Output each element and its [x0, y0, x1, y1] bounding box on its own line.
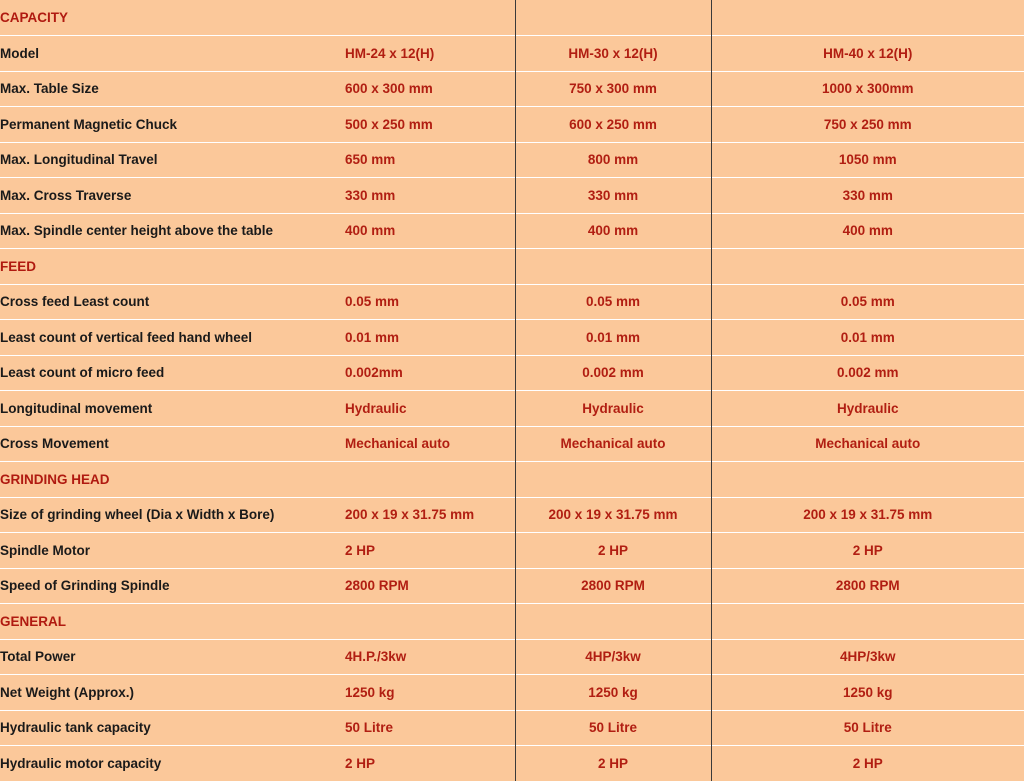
row-label: Hydraulic tank capacity	[0, 710, 345, 746]
spec-row	[0, 71, 1024, 107]
spec-value: 4HP/3kw	[515, 639, 711, 675]
spec-value: 2 HP	[711, 746, 1024, 781]
spec-value: 1050 mm	[711, 142, 1024, 178]
row-label: Cross Movement	[0, 426, 345, 462]
section-header-capacity	[0, 0, 1024, 36]
section-header-general	[0, 604, 1024, 640]
row-label: Total Power	[0, 639, 345, 675]
spec-value: 400 mm	[711, 213, 1024, 249]
spec-value: 0.002mm	[345, 355, 515, 391]
spec-value: 800 mm	[515, 142, 711, 178]
spec-value: 0.01 mm	[515, 320, 711, 356]
spec-row	[0, 639, 1024, 675]
spec-value: Mechanical auto	[345, 426, 515, 462]
spec-value: 2 HP	[515, 533, 711, 569]
spec-row	[0, 497, 1024, 533]
spec-value: 1250 kg	[345, 675, 515, 711]
spec-value: 600 x 300 mm	[345, 71, 515, 107]
spec-row	[0, 391, 1024, 427]
row-label: Max. Spindle center height above the table	[0, 213, 345, 249]
spec-value: 400 mm	[345, 213, 515, 249]
spec-value: 330 mm	[515, 178, 711, 214]
row-label: Cross feed Least count	[0, 284, 345, 320]
spec-row	[0, 213, 1024, 249]
model-name: HM-24 x 12(H)	[345, 36, 515, 72]
spec-value: 0.01 mm	[345, 320, 515, 356]
spec-value: 50 Litre	[711, 710, 1024, 746]
spec-value: 1250 kg	[515, 675, 711, 711]
spec-value: 1000 x 300mm	[711, 71, 1024, 107]
spec-row	[0, 142, 1024, 178]
spec-value: 330 mm	[345, 178, 515, 214]
spec-value: 2800 RPM	[515, 568, 711, 604]
spec-value: 200 x 19 x 31.75 mm	[515, 497, 711, 533]
section-header-feed	[0, 249, 1024, 285]
spec-value: 650 mm	[345, 142, 515, 178]
row-label: Least count of micro feed	[0, 355, 345, 391]
spec-row	[0, 746, 1024, 781]
spec-value: 200 x 19 x 31.75 mm	[345, 497, 515, 533]
spec-value: 2800 RPM	[345, 568, 515, 604]
spec-row	[0, 107, 1024, 143]
spec-value: 0.01 mm	[711, 320, 1024, 356]
spec-value: 2800 RPM	[711, 568, 1024, 604]
row-label: Longitudinal movement	[0, 391, 345, 427]
spec-value: 0.002 mm	[515, 355, 711, 391]
spec-value: 750 x 250 mm	[711, 107, 1024, 143]
spec-row	[0, 710, 1024, 746]
row-label: Net Weight (Approx.)	[0, 675, 345, 711]
row-label: Least count of vertical feed hand wheel	[0, 320, 345, 356]
spec-value: 400 mm	[515, 213, 711, 249]
row-label: Speed of Grinding Spindle	[0, 568, 345, 604]
section-title: GRINDING HEAD	[0, 462, 345, 498]
row-label: Max. Table Size	[0, 71, 345, 107]
spec-value: 0.05 mm	[515, 284, 711, 320]
row-label: Size of grinding wheel (Dia x Width x Bore)	[0, 497, 345, 533]
spec-value: Hydraulic	[515, 391, 711, 427]
row-label: Spindle Motor	[0, 533, 345, 569]
spec-row	[0, 178, 1024, 214]
spec-row	[0, 675, 1024, 711]
model-row	[0, 36, 1024, 72]
spec-value: 500 x 250 mm	[345, 107, 515, 143]
spec-value: 4H.P./3kw	[345, 639, 515, 675]
spec-row	[0, 426, 1024, 462]
row-label: Model	[0, 36, 345, 72]
spec-value: 50 Litre	[515, 710, 711, 746]
spec-row	[0, 355, 1024, 391]
spec-value: 0.002 mm	[711, 355, 1024, 391]
model-name: HM-30 x 12(H)	[515, 36, 711, 72]
spec-row	[0, 568, 1024, 604]
section-title: FEED	[0, 249, 345, 285]
spec-value: Hydraulic	[345, 391, 515, 427]
model-name: HM-40 x 12(H)	[711, 36, 1024, 72]
spec-value: 1250 kg	[711, 675, 1024, 711]
row-label: Hydraulic motor capacity	[0, 746, 345, 781]
spec-value: 600 x 250 mm	[515, 107, 711, 143]
row-label: Permanent Magnetic Chuck	[0, 107, 345, 143]
spec-value: Hydraulic	[711, 391, 1024, 427]
spec-value: 330 mm	[711, 178, 1024, 214]
spec-value: 2 HP	[345, 746, 515, 781]
spec-value: 2 HP	[515, 746, 711, 781]
spec-value: Mechanical auto	[711, 426, 1024, 462]
spec-value: 0.05 mm	[711, 284, 1024, 320]
spec-value: 50 Litre	[345, 710, 515, 746]
row-label: Max. Longitudinal Travel	[0, 142, 345, 178]
spec-value: 2 HP	[711, 533, 1024, 569]
spec-value: 750 x 300 mm	[515, 71, 711, 107]
section-title: GENERAL	[0, 604, 345, 640]
spec-value: 0.05 mm	[345, 284, 515, 320]
spec-value: 4HP/3kw	[711, 639, 1024, 675]
section-title: CAPACITY	[0, 10, 69, 25]
spec-row	[0, 320, 1024, 356]
spec-row	[0, 284, 1024, 320]
row-label: Max. Cross Traverse	[0, 178, 345, 214]
spec-value: Mechanical auto	[515, 426, 711, 462]
section-header-grinding-head	[0, 462, 1024, 498]
spec-row	[0, 533, 1024, 569]
spec-value: 2 HP	[345, 533, 515, 569]
spec-value: 200 x 19 x 31.75 mm	[711, 497, 1024, 533]
